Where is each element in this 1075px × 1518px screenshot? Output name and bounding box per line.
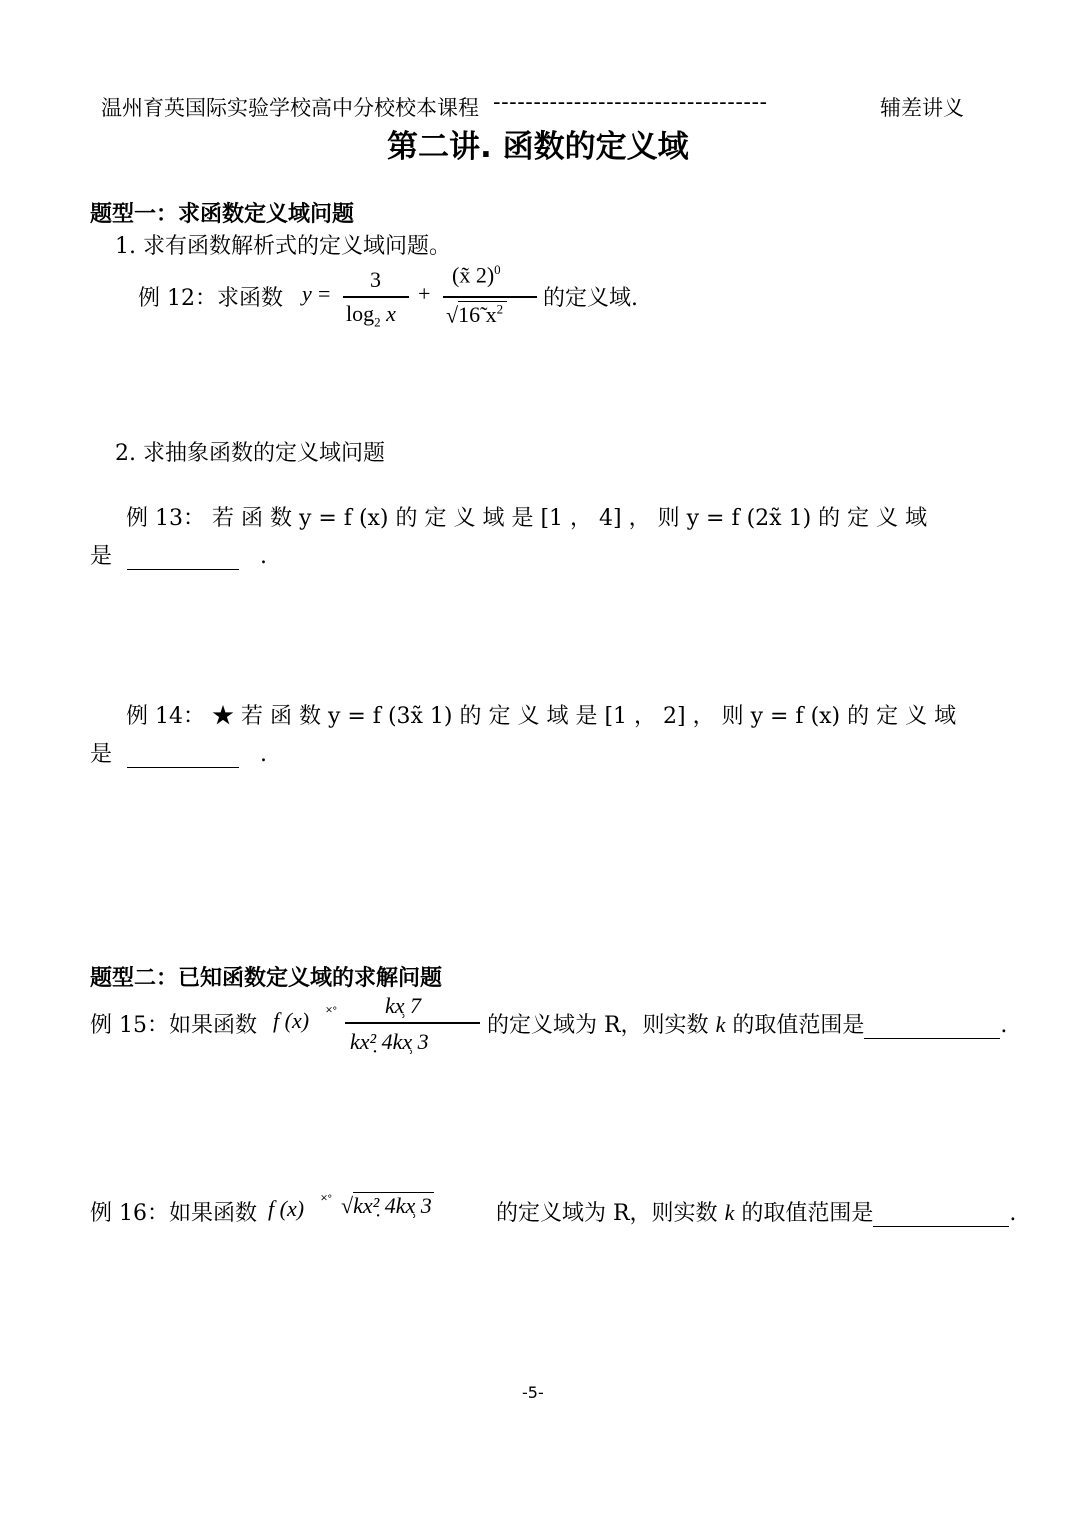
ex13-line2 [90,539,267,570]
ex16-suffix [496,1196,1016,1227]
item-1-text: 1. 求有函数解析式的定义域问题。 [115,234,451,259]
ex12-y: y [302,281,312,306]
ex16-symbol: ˟˚ [321,1193,333,1210]
ex12-den1-log: log [346,301,375,326]
ex16-sqrt-symbol: √ [341,1193,354,1218]
ex16-radical [341,1193,434,1219]
ex12-num2 [452,262,501,288]
ex12-den2 [446,302,507,328]
ex12-den1-sub: 2 [374,314,381,330]
ex12-den1 [346,301,396,330]
ex15-end: . [1000,1013,1008,1038]
ex16-fx: f (x) [268,1196,305,1221]
ex15-label: 例 15：如果函数 [90,1013,257,1038]
ex15-suffix-text: 的定义域为 R，则实数 [487,1013,709,1038]
header-right: 辅差讲义 [880,96,964,120]
ex13-line2-suffix: . [260,544,268,569]
ex13-line2-prefix: 是 [90,544,113,569]
ex16-answer-blank[interactable] [873,1201,1009,1227]
ex14-line2 [90,737,267,768]
ex16-radicand: kx²̣ 4kx̹ 3 [353,1193,432,1218]
ex15-k: k [715,1012,726,1037]
ex12-num2-body: (x̃ 2) [452,262,495,288]
ex12-den2-body: 16̃ x [458,302,497,328]
ex12-label: 例 12：求函数 [138,286,283,311]
ex15-fraction-bar [345,1022,480,1024]
ex16-label: 例 16：如果函数 [90,1201,257,1226]
ex12-sqrt-symbol: √ [446,302,459,328]
ex15-symbol: ˟˚ [326,1005,338,1022]
ex16-suffix2: 的取值范围是 [741,1201,874,1226]
ex16-end: . [1009,1201,1017,1226]
ex15-suffix [487,1008,1007,1039]
ex14-line2-suffix: . [260,742,268,767]
ex14-line1: 例 14： ★ 若 函 数 y = f (3x̃ 1) 的 定 义 域 是 [1 ， 2] ， 则 y = f (x) 的 定 义 域 [126,704,957,729]
ex14-answer-blank[interactable] [127,742,239,768]
ex16-suffix-text: 的定义域为 R，则实数 [496,1201,718,1226]
ex12-eq: = [318,281,331,306]
ex12-num1: 3 [370,267,381,292]
ex15-answer-blank[interactable] [864,1013,1000,1039]
page-number: -5- [522,1383,544,1402]
ex14-line2-prefix: 是 [90,742,113,767]
ex12-fraction-bar-2 [443,296,537,298]
item-2-text: 2. 求抽象函数的定义域问题 [115,441,385,466]
ex15-denominator: kx²̣ 4kx̹ 3 [350,1029,429,1054]
ex12-suffix: 的定义域. [543,286,638,311]
ex15-numerator: kx̹ 7 [385,993,422,1018]
ex15-fx: f (x) [273,1008,310,1033]
ex15-suffix2: 的取值范围是 [732,1013,865,1038]
ex13-answer-blank[interactable] [127,544,239,570]
section-heading-2: 题型二：已知函数定义域的求解问题 [90,966,443,991]
ex13-line1: 例 13： 若 函 数 y = f (x) 的 定 义 域 是 [1 ， 4] ， 则 y = f (2x̃ 1) 的 定 义 域 [126,506,928,531]
header-dashes: ---------------------------------- [493,90,768,114]
section-heading-1: 题型一：求函数定义域问题 [90,202,355,227]
page-title: 第二讲. 函数的定义域 [387,129,689,165]
ex16-k: k [724,1200,735,1225]
ex12-plus: + [418,281,431,306]
header-school: 温州育英国际实验学校高中分校校本课程 [101,96,479,120]
ex12-den2-sup: 2 [496,302,504,317]
ex12-den1-x: x [386,301,396,326]
ex12-num2-sup: 0 [494,262,501,277]
ex12-fraction-bar-1 [343,296,409,298]
